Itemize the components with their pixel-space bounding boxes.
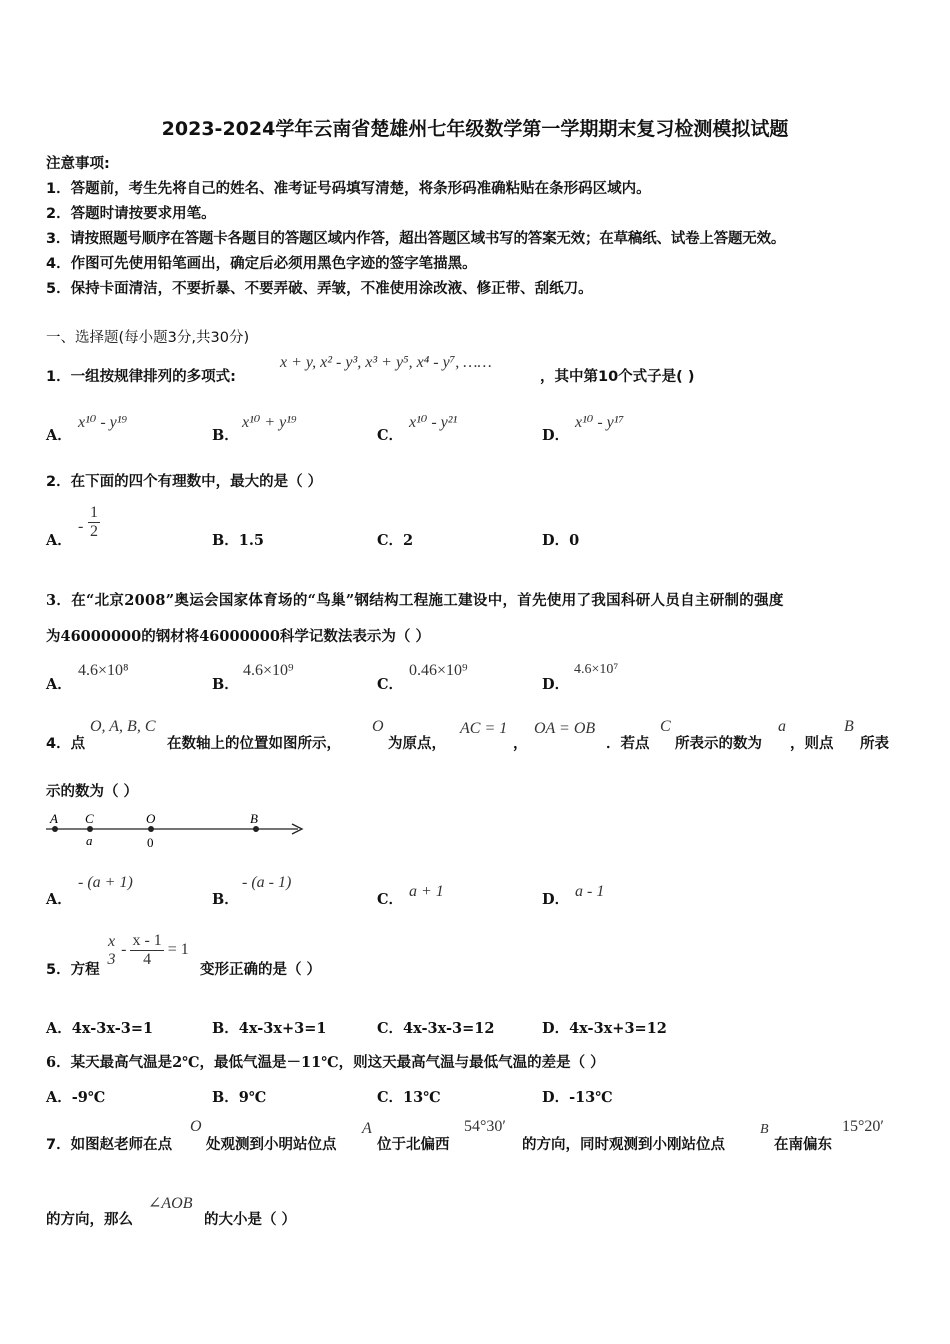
q6-option-b[interactable]: B．9℃	[212, 1089, 267, 1106]
q4-text-8: 所表	[860, 736, 889, 752]
q1-answer-d: x¹⁰ - y¹⁷	[575, 414, 625, 431]
notice-heading: 注意事项:	[46, 156, 110, 172]
q5-prefix: 5．方程	[46, 962, 100, 978]
q2-fraction-num: 1	[90, 504, 98, 521]
point-a-dot	[52, 826, 58, 832]
q1-series: x + y, x² - y³, x³ + y⁵, x⁴ - y⁷, ……	[280, 354, 492, 371]
q1-option-d[interactable]: D．	[542, 427, 570, 444]
q5-f2-den: 4	[143, 951, 152, 968]
q2-stem: 2．在下面的四个有理数中，最大的是（ ）	[46, 474, 323, 490]
q2-answer-a-fraction	[88, 504, 100, 541]
q7-math-a: A	[362, 1120, 372, 1137]
q4-text-4: ，	[513, 736, 528, 752]
q4-answer-b: - (a - 1)	[242, 874, 292, 891]
point-b-dot	[253, 826, 259, 832]
q3-option-a[interactable]: A．	[46, 676, 72, 693]
q4-option-c[interactable]: C．	[377, 891, 404, 908]
q4-option-b[interactable]: B．	[212, 891, 239, 908]
q4-stem-line2: 示的数为（ ）	[46, 784, 139, 800]
q1-prefix: 1．一组按规律排列的多项式:	[46, 369, 236, 385]
point-o-dot	[148, 826, 154, 832]
q3-option-c[interactable]: C．	[377, 676, 404, 693]
label-c: C	[85, 811, 94, 826]
q4-math-ac: AC = 1	[460, 720, 508, 737]
q6-option-d[interactable]: D．-13℃	[542, 1089, 613, 1106]
q3-answer-a: 4.6×10⁸	[78, 662, 129, 679]
q6-stem: 6．某天最高气温是2℃，最低气温是－11℃，则这天最高气温与最低气温的差是（ ）	[46, 1054, 605, 1071]
q7-math-o: O	[190, 1118, 202, 1135]
q4-math-c: C	[660, 718, 671, 735]
q3-option-d[interactable]: D．	[542, 676, 570, 693]
q4-option-d[interactable]: D．	[542, 891, 570, 908]
q2-fraction-den: 2	[90, 523, 98, 540]
q7-text-4: 的方向，同时观测到小刚站位点	[522, 1137, 725, 1153]
q7-angle-1: 54°30′	[464, 1118, 506, 1135]
q6-option-a[interactable]: A．-9℃	[46, 1089, 106, 1106]
q5-option-c[interactable]: C．4x-3x-3=12	[377, 1020, 495, 1037]
q1-answer-b: x¹⁰ + y¹⁹	[242, 414, 297, 431]
q7-text-2: 处观测到小明站位点	[206, 1137, 337, 1153]
q5-eq: = 1	[167, 941, 189, 959]
q5-suffix: 变形正确的是（ ）	[200, 962, 322, 978]
notice-item-3: 3．请按照题号顺序在答题卡各题目的答题区域内作答，超出答题区域书写的答案无效；在草稿纸、试卷上答题无效。	[46, 231, 786, 247]
number-line-figure	[44, 808, 314, 854]
q3-answer-b: 4.6×10⁹	[243, 662, 294, 679]
q2-option-d[interactable]: D．0	[542, 532, 580, 549]
page-title: 2023-2024学年云南省楚雄州七年级数学第一学期期末复习检测模拟试题	[161, 118, 789, 140]
q3-answer-c: 0.46×10⁹	[409, 662, 468, 679]
label-o: O	[146, 811, 156, 826]
q4-math-b: B	[844, 718, 854, 735]
q3-option-b[interactable]: B．	[212, 676, 239, 693]
q5-f1-den: 3	[107, 950, 116, 968]
q7-text-7: 的大小是（ ）	[204, 1212, 297, 1228]
q4-math-o: O	[372, 718, 384, 735]
q7-math-b: B	[760, 1122, 769, 1137]
q4-math-a: a	[778, 718, 786, 735]
q3-stem-line1: 3．在“北京2008”奥运会国家体育场的“鸟巢”钢结构工程施工建设中，首先使用了我国科研人员自主研制的强度	[46, 592, 784, 609]
q4-option-a[interactable]: A．	[46, 891, 72, 908]
q4-math-oaob: OA = OB	[534, 720, 596, 737]
label-o-value: 0	[147, 835, 154, 850]
q1-option-c[interactable]: C．	[377, 427, 404, 444]
label-a: A	[50, 811, 58, 826]
label-c-value: a	[86, 833, 93, 848]
q6-option-c[interactable]: C．13℃	[377, 1089, 441, 1106]
q5-option-b[interactable]: B．4x-3x+3=1	[212, 1020, 327, 1037]
q4-text-5: ．若点	[606, 736, 650, 752]
q4-text-7: ，则点	[790, 736, 834, 752]
q7-text-1: 7．如图赵老师在点	[46, 1137, 173, 1153]
q2-option-b[interactable]: B．1.5	[212, 532, 264, 549]
q4-text-6: 所表示的数为	[675, 736, 762, 752]
q7-text-5: 在南偏东	[774, 1137, 832, 1153]
section-heading: 一、选择题(每小题3分,共30分)	[46, 330, 250, 346]
q1-answer-c: x¹⁰ - y²¹	[409, 414, 458, 431]
q4-text-2: 在数轴上的位置如图所示，	[167, 736, 341, 752]
q3-answer-d: 4.6×10⁷	[574, 662, 619, 677]
q5-f1-num: x	[108, 932, 116, 950]
q7-angle-2: 15°20′	[842, 1118, 884, 1135]
q5-minus: -	[121, 941, 127, 959]
q5-f2-num: x - 1	[132, 932, 162, 949]
q4-answer-c: a + 1	[409, 883, 444, 900]
q7-text-6: 的方向，那么	[46, 1212, 133, 1228]
notice-item-2: 2．答题时请按要求用笔。	[46, 206, 216, 222]
q1-suffix: ，其中第10个式子是( )	[540, 369, 695, 385]
q4-answer-d: a - 1	[575, 883, 605, 900]
q1-answer-a: x¹⁰ - y¹⁹	[78, 414, 128, 431]
q5-option-a[interactable]: A．4x-3x-3=1	[46, 1020, 154, 1037]
q5-option-d[interactable]: D．4x-3x+3=12	[542, 1020, 667, 1037]
q3-stem-line2: 为46000000的钢材将46000000科学记数法表示为（ ）	[46, 628, 430, 645]
q7-text-3: 位于北偏西	[377, 1137, 450, 1153]
q2-option-c[interactable]: C．2	[377, 532, 414, 549]
point-c-dot	[87, 826, 93, 832]
q7-math-angle: ∠AOB	[148, 1195, 193, 1212]
q5-equation	[106, 932, 189, 969]
q4-math-points: O, A, B, C	[90, 718, 156, 735]
q4-text-3: 为原点，	[388, 736, 446, 752]
notice-item-1: 1．答题前，考生先将自己的姓名、准考证号码填写清楚，将条形码准确粘贴在条形码区域内。	[46, 181, 651, 197]
label-b: B	[250, 811, 258, 826]
q2-option-a[interactable]: A．	[46, 532, 72, 549]
notice-item-5: 5．保持卡面清洁，不要折暴、不要弄破、弄皱，不准使用涂改液、修正带、刮纸刀。	[46, 281, 593, 297]
q1-option-a[interactable]: A．	[46, 427, 72, 444]
q1-option-b[interactable]: B．	[212, 427, 239, 444]
q4-answer-a: - (a + 1)	[78, 874, 133, 891]
notice-item-4: 4．作图可先使用铅笔画出，确定后必须用黑色字迹的签字笔描黑。	[46, 256, 477, 272]
q4-text-1: 4．点	[46, 736, 86, 752]
q2-answer-a-sign: -	[78, 518, 84, 535]
